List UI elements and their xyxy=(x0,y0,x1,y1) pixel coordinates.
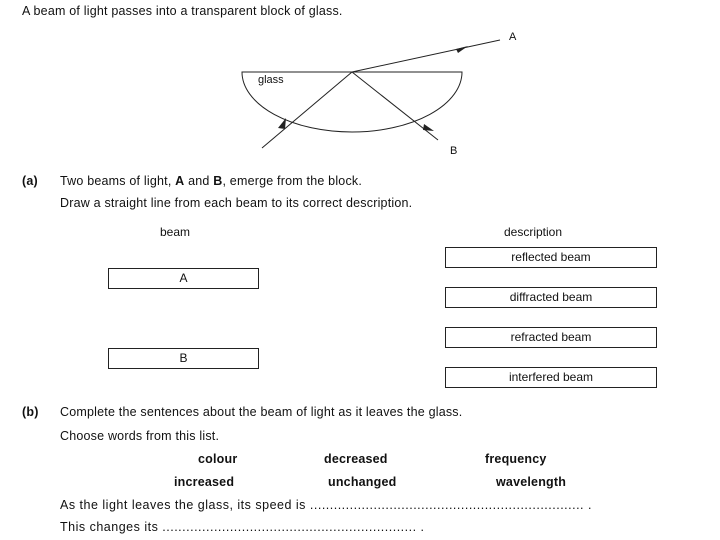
word-increased: increased xyxy=(174,475,235,489)
part-a-line1-post: , emerge from the block. xyxy=(222,174,363,188)
part-a-line1-a: A xyxy=(175,174,185,188)
word-colour: colour xyxy=(198,452,238,466)
part-b-line1: Complete the sentences about the beam of light as it leaves the glass. xyxy=(60,405,463,419)
part-a-line1-mid: and xyxy=(184,174,214,188)
question-intro: A beam of light passes into a transparent block of glass. xyxy=(22,4,343,18)
description-column-header: description xyxy=(504,225,563,239)
word-decreased: decreased xyxy=(324,452,388,466)
word-wavelength: wavelength xyxy=(496,475,567,489)
beam-a-label: A xyxy=(509,31,517,43)
part-b-line2: Choose words from this list. xyxy=(60,429,220,443)
sentence-speed[interactable]: As the light leaves the glass, its speed is ..................................................................... . xyxy=(60,498,592,512)
word-frequency: frequency xyxy=(485,452,547,466)
part-a-line1-b: B xyxy=(213,174,223,188)
word-unchanged: unchanged xyxy=(328,475,397,489)
beam-a-arrow-icon xyxy=(456,46,468,53)
beam-a-line xyxy=(352,40,500,72)
part-a-line1 xyxy=(60,174,362,188)
part-a-label: (a) xyxy=(22,174,38,188)
description-box-refracted[interactable]: refracted beam xyxy=(445,327,657,348)
glass-label: glass xyxy=(258,74,284,86)
beam-box-a[interactable]: A xyxy=(108,268,259,289)
inner-arrow-icon xyxy=(278,118,286,129)
sentence-changes[interactable]: This changes its ................................................................ . xyxy=(60,520,425,534)
part-a-line2: Draw a straight line from each beam to its correct description. xyxy=(60,196,413,210)
beam-column-header: beam xyxy=(160,225,191,239)
description-box-diffracted[interactable]: diffracted beam xyxy=(445,287,657,308)
description-box-reflected[interactable]: reflected beam xyxy=(445,247,657,268)
beam-box-b[interactable]: B xyxy=(108,348,259,369)
beam-b-label: B xyxy=(450,145,458,157)
part-b-label: (b) xyxy=(22,405,39,419)
description-box-interfered[interactable]: interfered beam xyxy=(445,367,657,388)
part-a-line1-pre: Two beams of light, xyxy=(60,174,176,188)
beam-b-arrow-icon xyxy=(423,124,434,131)
